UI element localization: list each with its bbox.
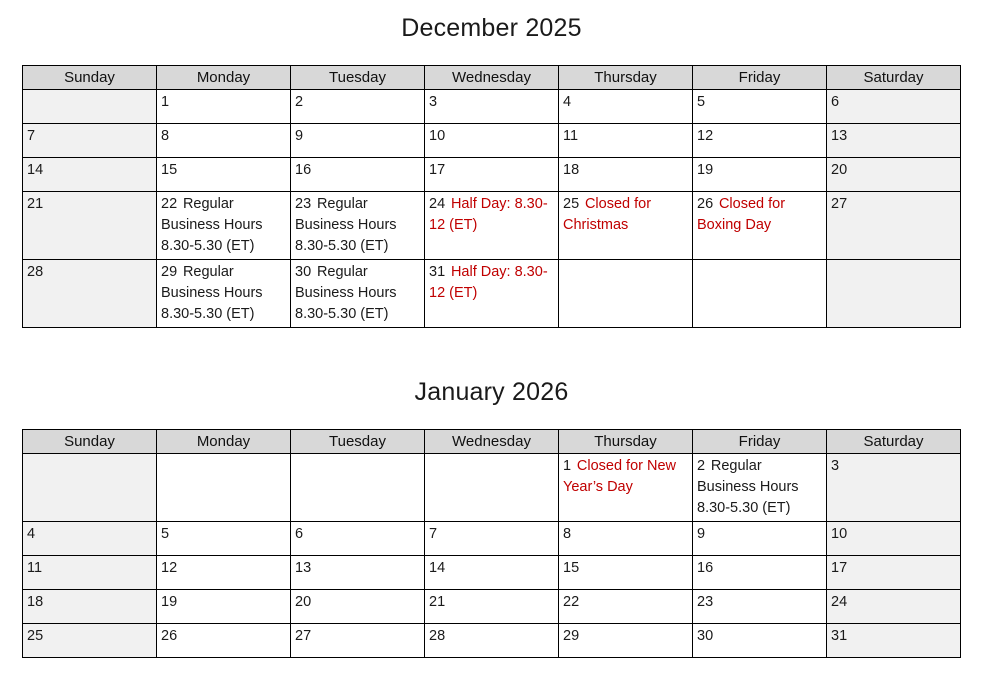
day-number: 29 bbox=[563, 628, 580, 644]
day-number: 19 bbox=[161, 594, 178, 610]
weekday-header: Thursday bbox=[559, 430, 693, 454]
calendar-cell bbox=[425, 454, 559, 522]
calendar-cell bbox=[291, 454, 425, 522]
calendar-cell bbox=[693, 522, 827, 556]
day-number: 6 bbox=[831, 94, 840, 110]
day-number: 27 bbox=[295, 628, 312, 644]
day-number: 9 bbox=[697, 526, 706, 542]
weekday-header: Friday bbox=[693, 66, 827, 90]
day-number: 30 bbox=[295, 264, 312, 280]
day-number: 15 bbox=[563, 560, 580, 576]
calendar-cell bbox=[827, 260, 961, 328]
day-number: 10 bbox=[429, 128, 446, 144]
day-number: 24 bbox=[831, 594, 848, 610]
month-title-december: December 2025 bbox=[401, 14, 582, 42]
calendar-cell bbox=[23, 192, 157, 260]
calendar-cell bbox=[23, 158, 157, 192]
day-note: Closed for Boxing Day bbox=[697, 196, 786, 233]
calendar-cell bbox=[425, 192, 559, 260]
day-number: 14 bbox=[27, 162, 44, 178]
day-note: Half Day: 8.30-12 (ET) bbox=[429, 196, 548, 233]
day-number: 2 bbox=[697, 458, 706, 474]
weekday-header: Tuesday bbox=[291, 430, 425, 454]
day-number: 5 bbox=[161, 526, 170, 542]
calendar-cell bbox=[693, 158, 827, 192]
calendar-cell bbox=[559, 590, 693, 624]
day-number: 28 bbox=[429, 628, 446, 644]
day-number: 20 bbox=[295, 594, 312, 610]
week-row bbox=[23, 556, 961, 590]
day-number: 1 bbox=[563, 458, 572, 474]
calendar-cell bbox=[23, 260, 157, 328]
day-number: 21 bbox=[429, 594, 446, 610]
calendar-cell bbox=[291, 556, 425, 590]
day-number: 1 bbox=[161, 94, 170, 110]
week-row bbox=[23, 158, 961, 192]
calendar-cell bbox=[157, 590, 291, 624]
day-number: 3 bbox=[429, 94, 438, 110]
day-number: 8 bbox=[563, 526, 572, 542]
day-number: 7 bbox=[27, 128, 36, 144]
day-number: 17 bbox=[429, 162, 446, 178]
calendar-cell bbox=[291, 192, 425, 260]
day-number: 6 bbox=[295, 526, 304, 542]
week-row bbox=[23, 124, 961, 158]
weekday-header-row bbox=[23, 430, 961, 454]
day-number: 25 bbox=[27, 628, 44, 644]
calendar-cell bbox=[157, 192, 291, 260]
calendar-cell bbox=[827, 192, 961, 260]
calendar-cell bbox=[559, 90, 693, 124]
calendar-cell bbox=[693, 556, 827, 590]
calendar-cell bbox=[291, 624, 425, 658]
day-number: 22 bbox=[563, 594, 580, 610]
calendar-cell bbox=[559, 522, 693, 556]
day-number: 26 bbox=[697, 196, 714, 212]
calendar-cell bbox=[291, 590, 425, 624]
calendar-cell bbox=[827, 454, 961, 522]
day-note: Closed for New Year’s Day bbox=[563, 458, 676, 495]
calendar-cell bbox=[157, 556, 291, 590]
day-note: Regular Business Hours 8.30-5.30 (ET) bbox=[697, 458, 799, 516]
calendar-cell bbox=[827, 590, 961, 624]
calendar-cell bbox=[157, 260, 291, 328]
calendar-cell bbox=[23, 522, 157, 556]
weekday-header: Saturday bbox=[827, 66, 961, 90]
day-number: 9 bbox=[295, 128, 304, 144]
month-title-january: January 2026 bbox=[414, 378, 569, 406]
day-number: 22 bbox=[161, 196, 178, 212]
weekday-header-row bbox=[23, 66, 961, 90]
calendar-cell bbox=[425, 124, 559, 158]
calendar-cell bbox=[693, 624, 827, 658]
day-number: 16 bbox=[697, 560, 714, 576]
day-number: 26 bbox=[161, 628, 178, 644]
day-number: 11 bbox=[563, 128, 579, 144]
week-row bbox=[23, 522, 961, 556]
calendar-cell bbox=[157, 454, 291, 522]
day-number: 13 bbox=[831, 128, 848, 144]
weekday-header: Wednesday bbox=[425, 430, 559, 454]
weekday-header: Thursday bbox=[559, 66, 693, 90]
calendar-cell bbox=[425, 556, 559, 590]
day-number: 4 bbox=[563, 94, 572, 110]
day-number: 15 bbox=[161, 162, 178, 178]
calendar-cell bbox=[425, 260, 559, 328]
calendar-cell bbox=[291, 260, 425, 328]
day-number: 8 bbox=[161, 128, 170, 144]
calendar-cell bbox=[827, 522, 961, 556]
calendar-cell bbox=[693, 454, 827, 522]
calendar-cell bbox=[157, 124, 291, 158]
calendar-cell bbox=[291, 90, 425, 124]
week-row bbox=[23, 590, 961, 624]
calendar-table-january bbox=[22, 429, 961, 658]
calendar-cell bbox=[23, 624, 157, 658]
calendar-cell bbox=[291, 158, 425, 192]
week-row bbox=[23, 90, 961, 124]
weekday-header: Sunday bbox=[23, 430, 157, 454]
weekday-header: Tuesday bbox=[291, 66, 425, 90]
calendar-cell bbox=[291, 522, 425, 556]
day-number: 31 bbox=[831, 628, 848, 644]
day-note: Regular Business Hours 8.30-5.30 (ET) bbox=[161, 264, 263, 322]
calendar-cell bbox=[559, 158, 693, 192]
day-number: 3 bbox=[831, 458, 840, 474]
calendar-cell bbox=[559, 124, 693, 158]
day-number: 16 bbox=[295, 162, 312, 178]
day-number: 17 bbox=[831, 560, 848, 576]
calendar-cell bbox=[157, 624, 291, 658]
calendar-cell bbox=[23, 556, 157, 590]
calendar-cell bbox=[827, 556, 961, 590]
weekday-header: Sunday bbox=[23, 66, 157, 90]
weekday-header: Monday bbox=[157, 66, 291, 90]
day-number: 18 bbox=[27, 594, 44, 610]
day-number: 11 bbox=[27, 560, 43, 576]
calendar-cell bbox=[559, 556, 693, 590]
day-number: 5 bbox=[697, 94, 706, 110]
calendar-cell bbox=[559, 454, 693, 522]
calendar-cell bbox=[827, 90, 961, 124]
day-note: Closed for Christmas bbox=[563, 196, 652, 233]
day-number: 28 bbox=[27, 264, 44, 280]
day-number: 23 bbox=[697, 594, 714, 610]
day-number: 4 bbox=[27, 526, 36, 542]
weekday-header: Monday bbox=[157, 430, 291, 454]
calendar-cell bbox=[827, 624, 961, 658]
day-number: 12 bbox=[161, 560, 178, 576]
day-number: 7 bbox=[429, 526, 438, 542]
calendar-cell bbox=[157, 90, 291, 124]
day-number: 27 bbox=[831, 196, 848, 212]
month-section-december bbox=[0, 14, 983, 328]
day-number: 23 bbox=[295, 196, 312, 212]
day-number: 19 bbox=[697, 162, 714, 178]
calendar-cell bbox=[23, 590, 157, 624]
day-number: 20 bbox=[831, 162, 848, 178]
calendar-cell bbox=[827, 158, 961, 192]
calendar-cell bbox=[425, 158, 559, 192]
day-number: 12 bbox=[697, 128, 714, 144]
calendar-cell bbox=[693, 90, 827, 124]
calendar-cell bbox=[693, 590, 827, 624]
calendar-cell bbox=[693, 124, 827, 158]
day-note: Regular Business Hours 8.30-5.30 (ET) bbox=[295, 196, 397, 254]
calendar-table-december bbox=[22, 65, 961, 328]
calendar-cell bbox=[157, 158, 291, 192]
day-number: 25 bbox=[563, 196, 580, 212]
calendar-cell bbox=[559, 192, 693, 260]
day-number: 21 bbox=[27, 196, 44, 212]
week-row bbox=[23, 624, 961, 658]
day-number: 31 bbox=[429, 264, 446, 280]
day-number: 14 bbox=[429, 560, 446, 576]
day-number: 24 bbox=[429, 196, 446, 212]
calendar-cell bbox=[425, 522, 559, 556]
day-number: 18 bbox=[563, 162, 580, 178]
calendar-cell bbox=[23, 124, 157, 158]
weekday-header: Saturday bbox=[827, 430, 961, 454]
calendar-cell bbox=[559, 624, 693, 658]
weekday-header: Friday bbox=[693, 430, 827, 454]
day-number: 29 bbox=[161, 264, 178, 280]
day-number: 2 bbox=[295, 94, 304, 110]
weekday-header: Wednesday bbox=[425, 66, 559, 90]
day-number: 10 bbox=[831, 526, 848, 542]
day-number: 30 bbox=[697, 628, 714, 644]
calendar-cell bbox=[693, 260, 827, 328]
calendar-cell bbox=[425, 624, 559, 658]
calendar-cell bbox=[23, 454, 157, 522]
week-row bbox=[23, 260, 961, 328]
calendar-cell bbox=[827, 124, 961, 158]
calendar-cell bbox=[425, 590, 559, 624]
week-row bbox=[23, 454, 961, 522]
day-note: Regular Business Hours 8.30-5.30 (ET) bbox=[295, 264, 397, 322]
week-row bbox=[23, 192, 961, 260]
calendar-cell bbox=[425, 90, 559, 124]
calendar-cell bbox=[23, 90, 157, 124]
calendar-cell bbox=[157, 522, 291, 556]
day-note: Half Day: 8.30-12 (ET) bbox=[429, 264, 548, 301]
day-number: 13 bbox=[295, 560, 312, 576]
month-section-january bbox=[0, 378, 983, 658]
day-note: Regular Business Hours 8.30-5.30 (ET) bbox=[161, 196, 263, 254]
calendar-cell bbox=[559, 260, 693, 328]
calendar-cell bbox=[291, 124, 425, 158]
calendar-cell bbox=[693, 192, 827, 260]
